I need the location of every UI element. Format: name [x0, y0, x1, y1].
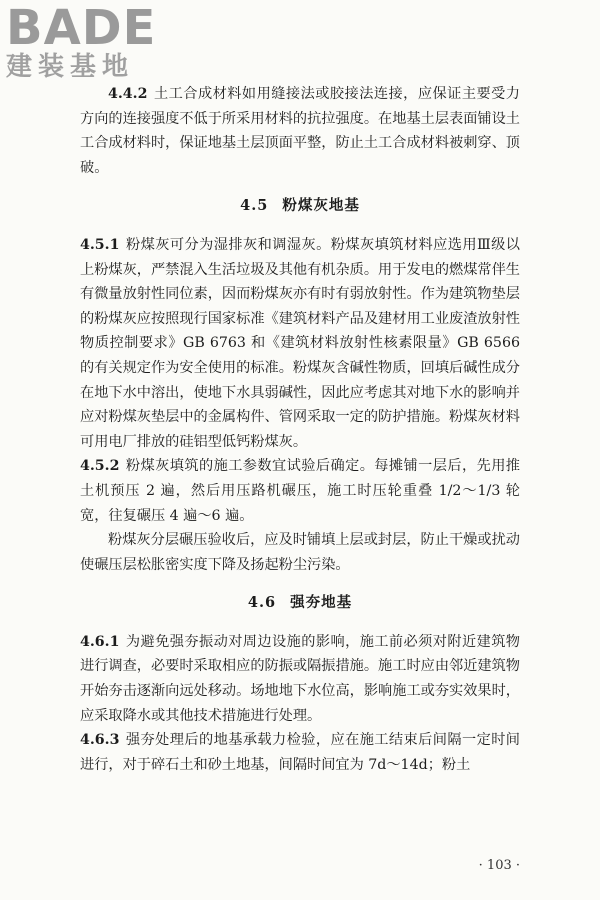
logo-brand: BADE — [6, 0, 157, 56]
clause-4-5-1 — [80, 233, 520, 454]
paragraph-continuation — [80, 528, 520, 577]
clause-4-5-2 — [80, 454, 520, 528]
clause-text: 土工合成材料如用缝接法或胶接法连接，应保证主要受力方向的连接强度不低于所采用材料的抗拉强度。在地基土层表面铺设土工合成材料时，保证地基土层顶面平整，防止土工合成材料被刺穿、顶破。 — [80, 86, 520, 176]
paragraph-text: 粉煤灰分层碾压验收后，应及时铺填上层或封层，防止干燥或扰动使碾压层松胀密实度下降及扬起粉尘污染。 — [80, 532, 520, 573]
section-title: 粉煤灰地基 — [282, 197, 360, 215]
clause-number: 4.5.1 — [80, 236, 120, 253]
clause-4-6-1 — [80, 630, 520, 728]
clause-text: 强夯处理后的地基承载力检验，应在施工结束后间隔一定时间进行，对于碎石土和砂土地基，间隔时间宜为 7d～14d；粉土 — [80, 732, 520, 773]
clause-text: 粉煤灰可分为湿排灰和调湿灰。粉煤灰填筑材料应选用Ⅲ级以上粉煤灰，严禁混入生活垃圾及其他有机杂质。用于发电的燃煤常伴生有微量放射性同位素，因而粉煤灰亦有时有弱放射性。作为建筑物垫层的粉煤灰应按照现行国家标准《建筑材料产品及建材用工业废渣放射性物质控制要求》GB 6763 和《建筑材料放射性核素限量》GB 6566 的有关规定作为安全使用的标准。粉煤灰含碱性物质，回填后碱性成分在地下水中溶出，使地下水具弱碱性，因此应考虑其对地下水的影响并应对粉煤灰垫层中的金属构件、管网采取一定的防护措施。粉煤灰材料可用电厂排放的硅铝型低钙粉煤灰。 — [80, 236, 520, 450]
document-body — [80, 82, 520, 777]
clause-4-4-2 — [80, 82, 520, 180]
clause-number: 4.6.3 — [80, 732, 120, 749]
clause-text: 为避免强夯振动对周边设施的影响，施工前必须对附近建筑物进行调查，必要时采取相应的防振或隔振措施。施工时应由邻近建筑物开始夯击逐渐向远处移动。场地地下水位高，影响施工或夯实效果时，应采取降水或其他技术措施进行处理。 — [80, 633, 520, 724]
section-number: 4.6 — [247, 594, 277, 612]
section-heading-4-6 — [80, 591, 520, 616]
section-heading-4-5 — [80, 194, 520, 219]
clause-4-6-3 — [80, 728, 520, 777]
clause-number: 4.4.2 — [108, 86, 148, 102]
clause-text: 粉煤灰填筑的施工参数宜试验后确定。每摊铺一层后，先用推土机预压 2 遍，然后用压路机碾压，施工时压轮重叠 1/2～1/3 轮宽，往复碾压 4 遍～6 遍。 — [80, 458, 520, 524]
page-number: · 103 · — [478, 858, 520, 873]
section-title: 强夯地基 — [290, 594, 353, 612]
logo-subtitle: 建装基地 — [6, 52, 135, 82]
clause-number: 4.6.1 — [80, 633, 120, 650]
watermark-logo — [6, 2, 176, 82]
clause-number: 4.5.2 — [80, 458, 120, 475]
section-number: 4.5 — [240, 197, 269, 215]
